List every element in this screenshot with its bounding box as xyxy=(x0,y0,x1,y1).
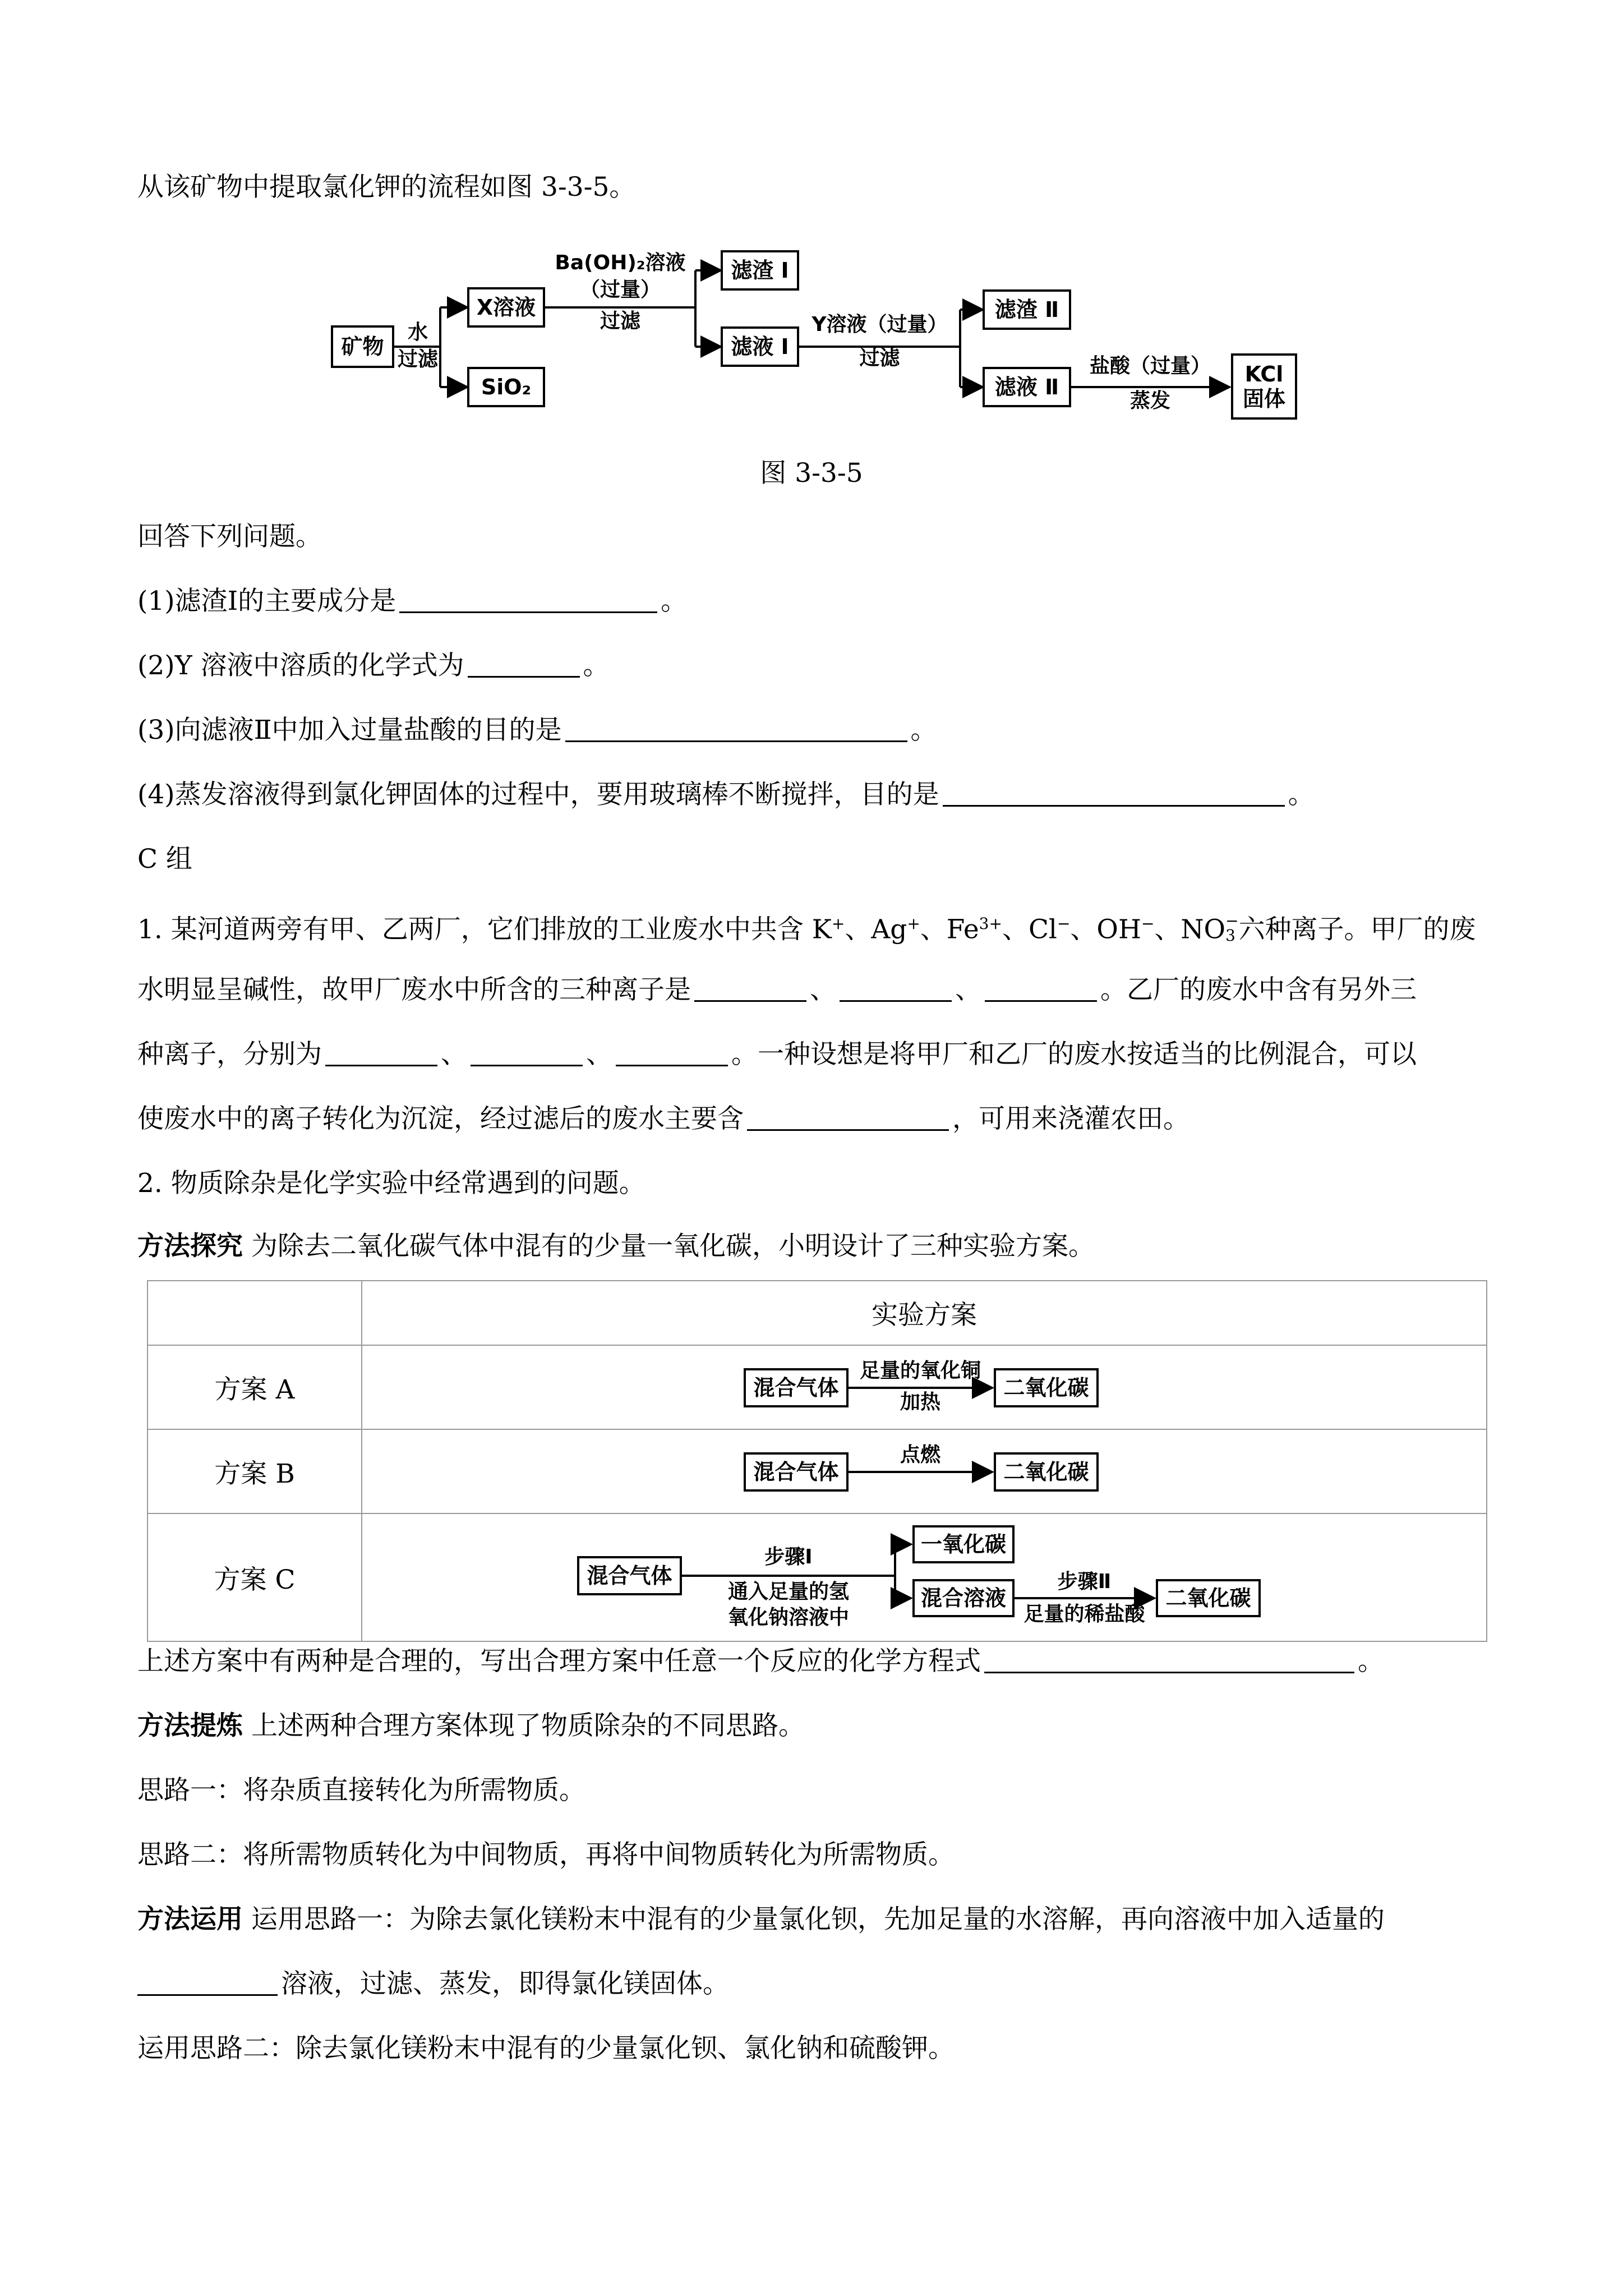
reagent2-label: Y溶液（过量） xyxy=(811,313,948,336)
q2-text: (2)Y 溶液中溶质的化学式为 xyxy=(137,650,464,681)
filter3-label: 过滤 xyxy=(859,347,900,370)
plan-c-step1-desc-1: 通入足量的氢 xyxy=(727,1580,849,1603)
plan-c-name: 方案 C xyxy=(147,1513,362,1641)
plan-b-diagram xyxy=(362,1429,1487,1513)
c1-line-3 xyxy=(137,1037,1417,1073)
table-header-empty xyxy=(147,1281,362,1345)
idea-1: 思路一：将杂质直接转化为所需物质。 xyxy=(137,1775,585,1806)
plan-c-step2-desc: 足量的稀盐酸 xyxy=(1023,1603,1145,1626)
plan-c-diagram xyxy=(362,1513,1487,1641)
q2-answer-blank[interactable] xyxy=(468,650,580,678)
figure-caption: 图 3-3-5 xyxy=(760,458,863,489)
ore-box: 矿物 xyxy=(331,325,394,368)
plan-c-start-box: 混合气体 xyxy=(577,1556,682,1595)
reagent-blank[interactable] xyxy=(137,1968,278,1996)
apply-line-2 xyxy=(137,1966,729,2002)
c1-text-c: 水明显呈碱性，故甲厂废水中所含的三种离子是 xyxy=(137,974,691,1005)
equation-blank[interactable] xyxy=(984,1646,1354,1673)
kcl-label-a: KCl xyxy=(1244,362,1284,386)
no3-ion: 、NO xyxy=(1154,914,1226,945)
oh-ion: 、OH xyxy=(1070,914,1141,945)
c1-sep-4: 、 xyxy=(586,1039,612,1070)
method-refine-text: 上述两种合理方案体现了物质除杂的不同思路。 xyxy=(243,1710,805,1741)
c1-line-4 xyxy=(137,1101,1189,1137)
c1-text-f: 。一种设想是将甲厂和乙厂的废水按适当的比例混合，可以 xyxy=(731,1039,1417,1070)
method-apply-label: 方法运用 xyxy=(137,1904,243,1935)
idea-2: 思路二：将所需物质转化为中间物质，再将中间物质转化为所需物质。 xyxy=(137,1839,955,1870)
apply-line-2-text: 溶液，过滤、蒸发，即得氯化镁固体。 xyxy=(281,1968,729,1999)
q3-text: (3)向滤液Ⅱ中加入过量盐酸的目的是 xyxy=(137,715,562,746)
no3-subscript: 3 xyxy=(1225,926,1235,945)
q3-answer-blank[interactable] xyxy=(565,715,907,742)
x-solution-box: X溶液 xyxy=(467,287,545,328)
q1-end: 。 xyxy=(661,586,688,616)
plan-c-step1-desc-2: 氧化钠溶液中 xyxy=(727,1606,849,1629)
plan-a-top-label: 足量的氧化铜 xyxy=(859,1359,981,1382)
c1-text-g: 使废水中的离子转化为沉淀，经过滤后的废水主要含 xyxy=(137,1103,744,1134)
after-table-text: 上述方案中有两种是合理的，写出合理方案中任意一个反应的化学方程式 xyxy=(137,1646,981,1677)
c1-text-d: 。乙厂的废水中含有另外三 xyxy=(1100,974,1417,1005)
c1-blank-2[interactable] xyxy=(840,974,952,1002)
kcl-label-b: 固体 xyxy=(1242,386,1285,411)
q4-end: 。 xyxy=(1288,779,1315,810)
plan-c-co-box: 一氧化碳 xyxy=(912,1525,1015,1563)
c1-sep-3: 、 xyxy=(441,1039,467,1070)
question-1 xyxy=(137,583,687,619)
c1-blank-1[interactable] xyxy=(694,974,806,1002)
kcl-box xyxy=(1231,353,1297,420)
filter1-label: 过滤 xyxy=(397,348,438,371)
evaporate-label: 蒸发 xyxy=(1129,389,1170,412)
method-apply-text: 运用思路一：为除去氯化镁粉末中混有的少量氯化钡，先加足量的水溶解，再向溶液中加入适量的 xyxy=(243,1904,1385,1935)
q1-answer-blank[interactable] xyxy=(399,586,657,613)
table-header: 实验方案 xyxy=(362,1281,1487,1345)
water-label: 水 xyxy=(407,321,428,344)
plan-a-diagram xyxy=(362,1345,1487,1429)
fe-ion: 、Fe xyxy=(920,914,979,945)
plan-c-step1-label: 步骤Ⅰ xyxy=(764,1545,813,1568)
method-refine-label: 方法提炼 xyxy=(137,1710,243,1741)
c1-sep-2: 、 xyxy=(955,974,981,1005)
q3-end: 。 xyxy=(910,715,937,746)
reagent3-label: 盐酸（过量） xyxy=(1089,355,1211,378)
c1-blank-5[interactable] xyxy=(471,1039,583,1066)
table-header-row xyxy=(147,1281,1487,1345)
plan-a-arrow xyxy=(362,1346,1490,1430)
method-explore-line xyxy=(137,1228,1095,1264)
cl-charge: − xyxy=(1057,914,1071,933)
after-table-end: 。 xyxy=(1358,1646,1384,1677)
c1-blank-6[interactable] xyxy=(616,1039,728,1066)
plan-a-name: 方案 A xyxy=(147,1345,362,1429)
question-2 xyxy=(137,648,610,684)
intro-line: 从该矿物中提取氯化钾的流程如图 3-3-5。 xyxy=(137,172,636,203)
method-apply-line xyxy=(137,1902,1385,1938)
plan-b-start-box: 混合气体 xyxy=(744,1452,849,1492)
q1-text: (1)滤渣Ⅰ的主要成分是 xyxy=(137,586,396,616)
question-4 xyxy=(137,777,1315,813)
c1-blank-3[interactable] xyxy=(985,974,1097,1002)
q4-text: (4)蒸发溶液得到氯化钾固体的过程中，要用玻璃棒不断搅拌，目的是 xyxy=(137,779,939,810)
apply-line-3: 运用思路二：除去氯化镁粉末中混有的少量氯化钡、氯化钠和硫酸钾。 xyxy=(137,2033,955,2064)
experiment-table xyxy=(147,1280,1487,1642)
c1-line-2 xyxy=(137,972,1417,1008)
c1-text-h: ，可用来浇灌农田。 xyxy=(952,1103,1189,1134)
cl-ion: 、Cl xyxy=(1002,914,1057,945)
flow-diagram xyxy=(0,0,1623,449)
table-row xyxy=(147,1429,1487,1513)
c1-text-a: 1. 某河道两旁有甲、乙两厂，它们排放的工业废水中共含 K xyxy=(137,914,832,945)
table-row xyxy=(147,1345,1487,1429)
c1-sep-1: 、 xyxy=(810,974,836,1005)
plan-a-start-box: 混合气体 xyxy=(744,1368,849,1407)
method-explore-text: 为除去二氧化碳气体中混有的少量一氧化碳，小明设计了三种实验方案。 xyxy=(243,1231,1095,1262)
residue2-box: 滤渣 Ⅱ xyxy=(983,289,1071,330)
plan-c-step2-label: 步骤Ⅱ xyxy=(1057,1570,1112,1593)
residue1-box: 滤渣 Ⅰ xyxy=(721,250,799,291)
ag-ion: 、Ag xyxy=(845,914,907,945)
ag-charge: + xyxy=(907,914,920,933)
c1-line-1 xyxy=(137,906,1476,948)
method-explore-label: 方法探究 xyxy=(137,1231,243,1262)
c1-blank-4[interactable] xyxy=(325,1039,437,1066)
filtrate2-box: 滤液 Ⅱ xyxy=(983,367,1071,407)
plan-b-top-label: 点燃 xyxy=(900,1443,940,1466)
plan-c-end-box: 二氧化碳 xyxy=(1156,1579,1261,1617)
group-c-heading: C 组 xyxy=(137,844,192,875)
fe-charge: 3+ xyxy=(979,914,1002,933)
oh-charge: − xyxy=(1141,914,1155,933)
c2-line: 2. 物质除杂是化学实验中经常遇到的问题。 xyxy=(137,1168,645,1199)
c1-blank-7[interactable] xyxy=(747,1103,949,1131)
plan-b-arrow xyxy=(362,1430,1490,1514)
reagent1-label-a: Ba(OH)₂溶液 xyxy=(555,251,686,274)
k-charge: + xyxy=(831,914,845,933)
q4-answer-blank[interactable] xyxy=(943,779,1285,807)
q2-end: 。 xyxy=(583,650,610,681)
answer-prompt: 回答下列问题。 xyxy=(137,521,322,552)
c1-text-e: 种离子，分别为 xyxy=(137,1039,322,1070)
after-table-line xyxy=(137,1644,1384,1680)
plan-b-end-box: 二氧化碳 xyxy=(994,1452,1099,1492)
sio2-box: SiO₂ xyxy=(467,367,545,407)
question-3 xyxy=(137,712,937,748)
flow-arrows xyxy=(0,0,1623,449)
plan-c-mix-box: 混合溶液 xyxy=(912,1579,1015,1617)
method-refine-line xyxy=(137,1708,805,1744)
plan-b-name: 方案 B xyxy=(147,1429,362,1513)
no3-charge: − xyxy=(1225,911,1239,930)
table-row xyxy=(147,1513,1487,1641)
plan-a-bottom-label: 加热 xyxy=(900,1391,940,1414)
filter2-label: 过滤 xyxy=(600,310,640,333)
filtrate1-box: 滤液 Ⅰ xyxy=(721,326,799,367)
reagent1-label-b: （过量） xyxy=(579,278,661,301)
c1-text-b: 六种离子。甲厂的废 xyxy=(1238,914,1476,945)
plan-a-end-box: 二氧化碳 xyxy=(994,1368,1099,1407)
